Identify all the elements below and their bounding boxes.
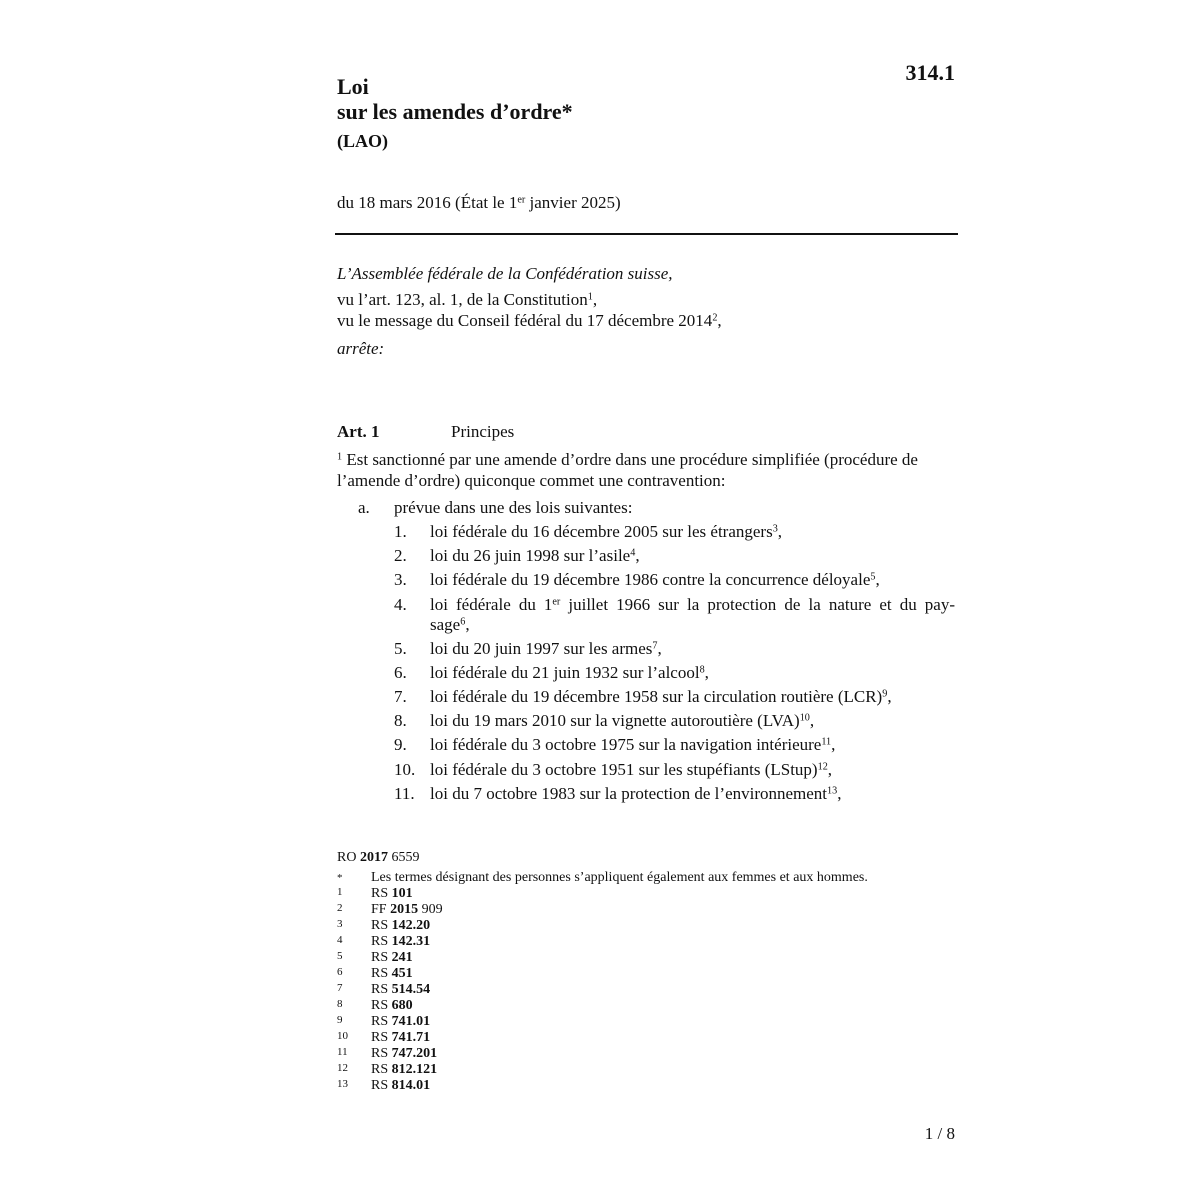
law-end: , — [887, 687, 892, 706]
law-text: loi du 19 mars 2010 sur la vignette autoroutière (LVA) — [430, 711, 800, 730]
law-end: , — [704, 663, 709, 682]
item-text: prévue dans une des lois suivantes: — [394, 498, 633, 517]
footnote-mark: * — [337, 872, 343, 884]
footnote-ref[interactable]: 11 — [821, 736, 832, 748]
law-text: loi du 7 octobre 1983 sur la protection de l’environnement — [430, 784, 828, 803]
law-date-line — [337, 193, 621, 213]
footnote-prefix: FF — [371, 902, 391, 917]
footnote-mark: 8 — [337, 998, 343, 1010]
basis-text: vu l’art. 123, al. 1, de la Constitution — [337, 290, 588, 309]
footnote-ref[interactable]: 8 — [699, 664, 705, 676]
footnote-mark: 3 — [337, 918, 343, 930]
preamble-basis-message — [337, 311, 722, 331]
law-number-label: 5. — [394, 639, 407, 658]
item-letter: a. — [358, 498, 370, 517]
footnote-mark: 4 — [337, 934, 343, 946]
law-title-line2: sur les amendes d’ordre* — [337, 99, 573, 124]
law-item — [430, 663, 955, 683]
footnote-bold: 142.31 — [391, 934, 431, 949]
footnote-bold: 741.71 — [391, 1030, 431, 1045]
law-item — [430, 711, 955, 731]
footnote-bold: 101 — [391, 886, 413, 901]
footnote-mark: 11 — [337, 1046, 348, 1058]
footnote-mark: 2 — [337, 902, 343, 914]
law-item — [430, 639, 955, 659]
law-text: loi fédérale du 19 décembre 1958 sur la circulation routière (LCR) — [430, 687, 883, 706]
law-text: loi fédérale du 3 octobre 1951 sur les stupéfiants (LStup) — [430, 760, 818, 779]
footnote-prefix: RS — [371, 966, 392, 981]
footnote-ref[interactable]: 3 — [772, 523, 778, 535]
footnote-text — [371, 902, 443, 918]
footnote-prefix: RS — [371, 1030, 392, 1045]
footnote-ref[interactable]: 6 — [460, 616, 466, 628]
footnote-bold: 514.54 — [391, 982, 431, 997]
footnote-prefix: RS — [371, 1062, 392, 1077]
preamble-decree: arrête: — [337, 339, 385, 358]
law-abbreviation: (LAO) — [337, 131, 388, 151]
law-number-label: 6. — [394, 663, 407, 682]
date-prefix: du 18 mars 2016 (État le 1 — [337, 193, 518, 212]
law-text: loi fédérale du 21 juin 1932 sur l’alcool — [430, 663, 700, 682]
footnote-mark: 1 — [337, 886, 343, 898]
footnote-text — [371, 998, 413, 1014]
footnote-mark: 12 — [337, 1062, 348, 1074]
footnote-mark: 7 — [337, 982, 343, 994]
law-end: , — [777, 522, 783, 541]
footnote-bold: 142.20 — [391, 918, 431, 933]
law-number-label: 9. — [394, 735, 407, 754]
footnote-text — [371, 870, 868, 886]
preamble-authority: L’Assemblée fédérale de la Confédération suisse, — [337, 264, 673, 283]
footnote-ref[interactable]: 13 — [827, 785, 838, 797]
footnote-text — [371, 1014, 430, 1030]
law-number-label: 7. — [394, 687, 407, 706]
law-number-label: 1. — [394, 522, 407, 541]
footnote-ref[interactable]: 5 — [870, 571, 876, 583]
law-item — [430, 687, 955, 707]
footnote-prefix: RS — [371, 934, 392, 949]
footnote-text — [371, 1030, 430, 1046]
footnote-prefix: RS — [371, 918, 392, 933]
ro-year: 2017 — [359, 850, 388, 865]
footnote-bold: 814.01 — [391, 1078, 431, 1093]
footnote-prefix: RS — [371, 886, 392, 901]
law-text: sage — [430, 615, 461, 634]
footnote-mark: 9 — [337, 1014, 343, 1026]
law-item — [430, 522, 955, 542]
law-end: , — [657, 639, 662, 658]
law-end: , — [875, 570, 880, 589]
law-number-label: 4. — [394, 595, 407, 614]
footnote-text — [371, 918, 430, 934]
law-item — [430, 760, 955, 780]
law-text: loi du 26 juin 1998 sur l’asile — [430, 546, 631, 565]
law-item-continuation — [430, 615, 955, 635]
footnote-mark: 10 — [337, 1030, 348, 1042]
footnote-bold: 680 — [391, 998, 413, 1013]
law-item — [430, 570, 955, 590]
footnote-prefix: RS — [371, 1046, 392, 1061]
law-text: loi fédérale du 19 décembre 1986 contre la concurrence déloyale — [430, 570, 871, 589]
paragraph-number: 1 — [337, 451, 343, 463]
footnote-text — [371, 1062, 437, 1078]
page-number: 1 / 8 — [924, 1124, 955, 1143]
footnote-prefix: RS — [371, 1014, 392, 1029]
footnote-text — [371, 982, 430, 998]
article-title: Principes — [451, 422, 515, 441]
footnote-prefix: RS — [371, 950, 392, 965]
footnote-text — [371, 966, 413, 982]
footnote-bold: 2015 — [390, 902, 419, 917]
footnote-bold: 812.121 — [391, 1062, 438, 1077]
law-number-label: 10. — [394, 760, 416, 779]
article-paragraph-line2: l’amende d’ordre) quiconque commet une contravention: — [337, 471, 726, 490]
law-number: 314.1 — [905, 60, 955, 85]
law-number-label: 8. — [394, 711, 407, 730]
footnote-text — [371, 1046, 437, 1062]
footnote-mark: 13 — [337, 1078, 348, 1090]
law-item — [430, 595, 955, 615]
law-end: , — [465, 615, 470, 634]
footnote-text — [371, 950, 413, 966]
footnote-mark: 6 — [337, 966, 343, 978]
paragraph-text: Est sanctionné par une amende d’ordre dans une procédure simplifiée (procédure de — [342, 450, 918, 469]
footnote-text — [371, 934, 430, 950]
law-item — [430, 784, 955, 804]
ro-prefix: RO — [337, 850, 360, 865]
law-end: , — [837, 784, 842, 803]
law-end: , — [809, 711, 815, 730]
law-number-label: 11. — [394, 784, 415, 803]
law-text: juillet 1966 sur la protection de la nature et du pay- — [560, 595, 955, 614]
law-text: loi fédérale du 16 décembre 2005 sur les étrangers — [430, 522, 773, 541]
law-text: loi du 20 juin 1997 sur les armes — [430, 639, 653, 658]
footnote-ref[interactable]: 9 — [882, 688, 888, 700]
law-end: , — [635, 546, 640, 565]
basis-text: vu le message du Conseil fédéral du 17 décembre 2014 — [337, 311, 713, 330]
footnote-ref[interactable]: 4 — [630, 547, 636, 559]
date-sup: er — [517, 194, 526, 206]
law-text: loi fédérale du 1 — [430, 595, 553, 614]
law-item — [430, 735, 955, 755]
footnote-text — [371, 886, 413, 902]
footnote-prefix: Les termes désignant des personnes s’appliquent également aux femmes et aux hommes. — [371, 870, 868, 885]
footnote-prefix: RS — [371, 998, 392, 1013]
footnote-ref[interactable]: 2 — [712, 312, 718, 324]
footnote-bold: 241 — [391, 950, 413, 965]
law-end: , — [827, 760, 833, 779]
footnote-bold: 747.201 — [391, 1046, 438, 1061]
article-label: Art. 1 — [337, 422, 380, 441]
basis-end: , — [717, 311, 722, 330]
law-end: , — [831, 735, 836, 754]
footnote-ref[interactable]: 7 — [652, 640, 658, 652]
ro-reference — [337, 850, 419, 866]
footnote-prefix: RS — [371, 982, 392, 997]
law-item — [430, 546, 955, 566]
footnote-bold: 741.01 — [391, 1014, 431, 1029]
footnote-ref[interactable]: 1 — [587, 291, 593, 303]
footnote-bold: 451 — [391, 966, 413, 981]
basis-end: , — [592, 290, 598, 309]
footnote-ref[interactable]: 10 — [799, 712, 810, 724]
ro-page: 6559 — [387, 850, 420, 865]
footnote-text — [371, 1078, 430, 1094]
preamble-basis-constitution — [337, 290, 597, 310]
law-text: loi fédérale du 3 octobre 1975 sur la navigation intérieure — [430, 735, 822, 754]
law-text-sup: er — [552, 596, 561, 608]
footnote-prefix: RS — [371, 1078, 392, 1093]
footnote-suffix: 909 — [418, 902, 443, 917]
footnote-mark: 5 — [337, 950, 343, 962]
article-paragraph-line1 — [337, 450, 955, 470]
law-number-label: 2. — [394, 546, 407, 565]
footnote-ref[interactable]: 12 — [817, 761, 828, 773]
header-rule — [335, 233, 958, 235]
date-suffix: janvier 2025) — [525, 193, 621, 212]
law-number-label: 3. — [394, 570, 407, 589]
law-title-line1: Loi — [337, 74, 369, 99]
